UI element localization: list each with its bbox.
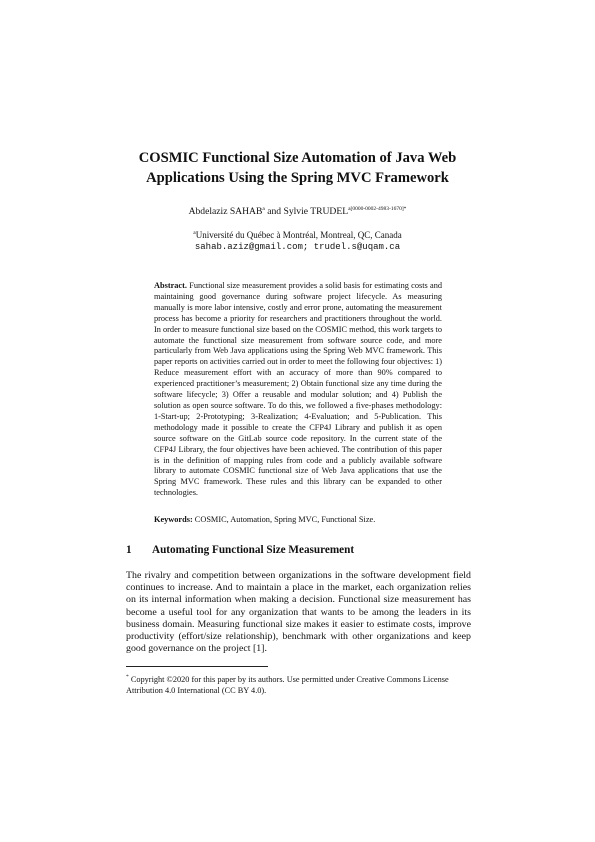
- keywords-label: Keywords:: [154, 515, 193, 524]
- section-paragraph: The rivalry and competition between organizations in the software development field continues to increase. And to maintain a place in the market, each organization relies on its internal information when making a decision. Functional size measurement has become a useful tool for any organization that wants to be among the leaders in its business domain. Measuring functional size makes it easier to estimate costs, improve productivity (effort/size relationship), benchmark with other organizations and keep good governance on the project [1].: [126, 570, 471, 655]
- footnote-mark: *: [126, 674, 129, 680]
- affiliation-mark: a: [262, 206, 265, 212]
- keywords-text: COSMIC, Automation, Spring MVC, Functional Size.: [194, 515, 376, 524]
- abstract-label: Abstract.: [154, 281, 187, 290]
- author-name: Sylvie TRUDEL: [283, 206, 349, 218]
- affiliation-block: [110, 228, 485, 253]
- footnote-text: Copyright ©2020 for this paper by its authors. Use permitted under Creative Commons License Attribution 4.0 International (CC BY 4.0).: [126, 674, 449, 696]
- paper-title: COSMIC Functional Size Automation of Java Web Applications Using the Spring MVC Framework: [138, 150, 457, 186]
- author-emails: sahab.aziz@gmail.com; trudel.s@uqam.ca: [194, 241, 401, 252]
- footnote: [126, 672, 466, 697]
- affiliation-mark: a: [193, 230, 196, 236]
- abstract-text: Functional size measurement provides a solid basis for estimating costs and maintaining good governance during software project lifecycle. As measuring manually is more labor intensive, costly and error prone, automating the measurement process has become a priority for researchers and practitioners throughout the world. In order to measure functional size based on the COSMIC method, this work targets to automate the functional size measurement from software source code, and more particularly from Web Java applications using the Spring Web MVC framework. This paper reports on activities carried out in order to meet the following four objectives: 1) Reduce measurement effort with an accuracy of more than 90% compared to experienced practitioner’s measurement; 2) Obtain functional size any time during the software lifecycle; 3) Offer a reusable and modular solution; and 4) Publish the solution as open source software. To do this, we followed a five-phases methodology: 1-Start-up; 2-Prototyping; 3-Realization; 4-Evaluation; and 5-Publication. This methodology made it possible to create the CFP4J Library and publish it as open source software on the GitLab source code repository. In the current state of the CFP4J Library, the four objectives have been achieved. The contribution of this paper is in the definition of mapping rules from code and a publicly available software library to automate COSMIC functional size of Web Java applications that use the Spring MVC framework. These rules and this library can be expanded to other technologies.: [154, 281, 442, 498]
- author-connector: and: [264, 206, 284, 218]
- section-number: 1: [126, 544, 132, 556]
- abstract: [154, 281, 442, 499]
- keywords: [154, 515, 442, 524]
- author-list: [110, 206, 485, 217]
- section-heading: [126, 544, 354, 556]
- section-title: Automating Functional Size Measurement: [152, 544, 355, 556]
- affiliation-institution: Université du Québec à Montréal, Montreal, QC, Canada: [195, 230, 402, 240]
- footnote-divider: [126, 666, 268, 667]
- author-name: Abdelaziz SAHAB: [188, 206, 263, 218]
- affiliation-mark: a[0000-0002-4983-1670]*: [348, 206, 407, 212]
